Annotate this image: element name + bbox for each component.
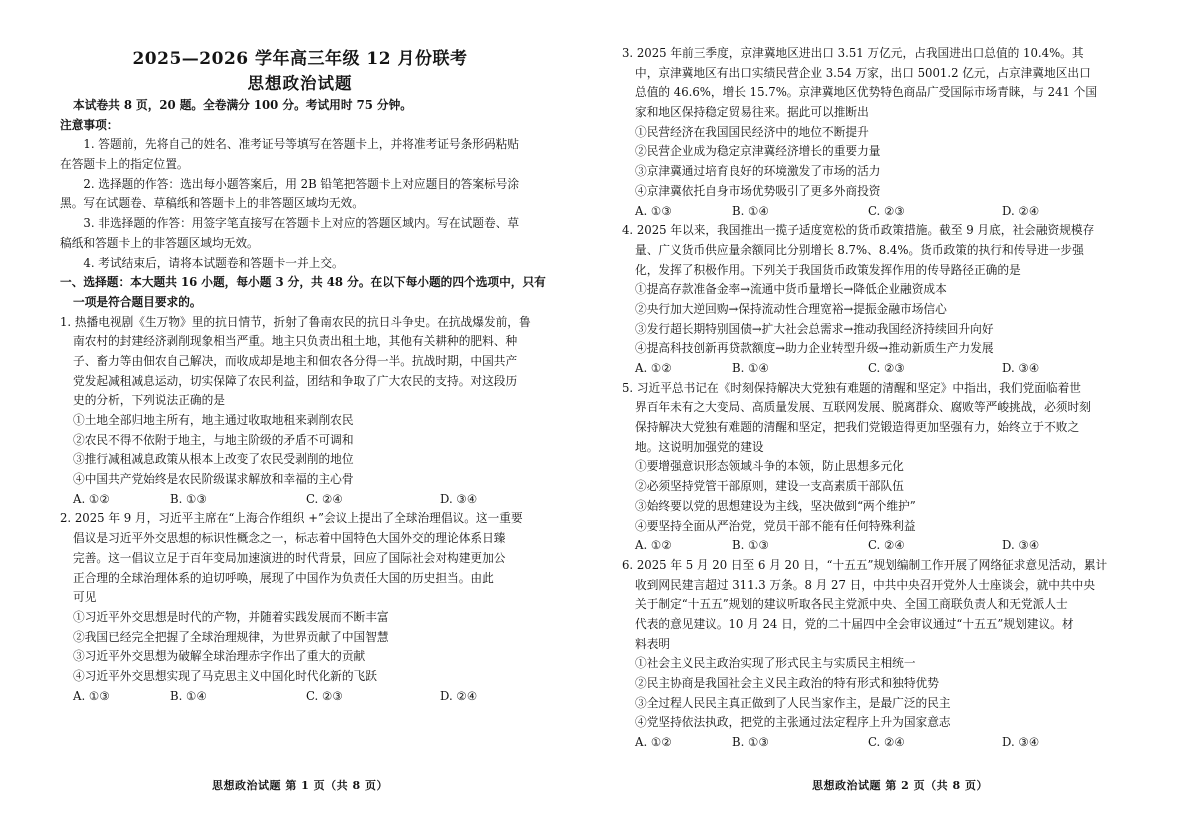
exam-page-2 xyxy=(600,0,1200,832)
statement-item: ④习近平外交思想实现了马克思主义中国化时代化新的飞跃 xyxy=(73,668,377,683)
option-a: A. ①③ xyxy=(635,203,672,218)
option-d: D. ③④ xyxy=(1002,538,1040,553)
option-c: C. ②④ xyxy=(868,735,905,750)
question-stem: 2. 2025 年 9 月，习近平主席在“上海合作组织 +”会议上提出了全球治理倡议。这一重要 xyxy=(60,511,523,526)
option-a: A. ①② xyxy=(635,538,672,553)
statement-item: ④京津冀依托自身市场优势吸引了更多外商投资 xyxy=(635,183,881,198)
statement-item: ①民营经济在我国国民经济中的地位不断提升 xyxy=(635,124,869,139)
statement-item: ②我国已经完全把握了全球治理规律，为世界贡献了中国智慧 xyxy=(73,629,389,644)
statement-item: ①土地全部归地主所有，地主通过收取地租来剥削农民 xyxy=(73,413,354,427)
option-c: C. ②③ xyxy=(306,688,343,703)
note-line: 在答题卡上的指定位置。 xyxy=(60,157,189,172)
question-stem: 4. 2025 年以来，我国推出一揽子适度宽松的货币政策措施。截至 9 月底，社会融资规模存 xyxy=(622,223,1095,238)
question-stem: 料表明 xyxy=(635,636,671,651)
statement-item: ②必须坚持党管干部原则，建设一支高素质干部队伍 xyxy=(635,479,904,494)
question-stem: 中，京津冀地区有出口实绩民营企业 3.54 万家，出口 5001.2 亿元，占京津冀地区出口 xyxy=(635,65,1091,80)
exam-title: 2025—2026 学年高三年级 12 月份联考 xyxy=(132,49,468,69)
note-line: 1. 答题前，先将自己的姓名、准考证号等填写在答题卡上，并将准考证号条形码粘贴 xyxy=(83,137,520,152)
question-stem: 1. 热播电视剧《生万物》里的抗日情节，折射了鲁南农民的抗日斗争史。在抗战爆发前，鲁 xyxy=(60,314,531,329)
question-stem: 可见 xyxy=(73,590,97,605)
note-line: 黑。写在试题卷、草稿纸和答题卡上的非答题区域均无效。 xyxy=(60,196,364,211)
option-b: B. ①④ xyxy=(170,688,207,703)
question-stem: 界百年未有之大变局、高质量发展、互联网发展、脱离群众、腐败等严峻挑战，必须时刻 xyxy=(635,400,1091,415)
note-line: 4. 考试结束后，请将本试题卷和答题卡一并上交。 xyxy=(83,255,344,270)
statement-item: ①要增强意识形态领域斗争的本领，防止思想多元化 xyxy=(635,459,904,474)
page-footer: 思想政治试题 第 1 页（共 8 页） xyxy=(212,779,388,792)
answer-options xyxy=(60,687,550,707)
question-stem: 正合理的全球治理体系的迫切呼唤，展现了中国作为负责任大国的历史担当。由此 xyxy=(73,570,494,585)
question-stem: 总值的 46.6%，增长 15.7%。京津冀地区优势特色商品广受国际市场青睐，与 241 个国 xyxy=(635,85,1098,100)
notes-heading: 注意事项： xyxy=(60,117,119,132)
question-stem: 南农村的封建经济剥削现象相当严重。地主只负责出租土地，其他有关耕种的肥料、种 xyxy=(73,334,518,349)
statement-item: ②央行加大逆回购→保持流动性合理宽裕→提振金融市场信心 xyxy=(635,301,947,316)
statement-item: ③始终要以党的思想建设为主线，坚决做到“两个维护” xyxy=(635,498,916,513)
option-a: A. ①③ xyxy=(73,688,110,703)
question-stem: 收到网民建言超过 311.3 万条。8 月 27 日，中共中央召开党外人士座谈会，就中共中央 xyxy=(635,577,1096,592)
option-c: C. ②③ xyxy=(868,203,905,218)
question-stem: 量、广义货币供应量余额同比分别增长 8.7%、8.4%。货币政策的执行和传导进一步强 xyxy=(635,242,1084,257)
answer-options xyxy=(622,202,1160,222)
question-stem: 5. 习近平总书记在《时刻保持解决大党独有难题的清醒和坚定》中指出，我们党面临着世 xyxy=(622,380,1081,395)
question-stem: 子、畜力等由佃农自己解决，而收成却是地主和佃农各分得一半。抗战时期，中国共产 xyxy=(73,353,518,368)
statement-item: ④中国共产党始终是农民阶级谋求解放和幸福的主心骨 xyxy=(73,472,354,487)
option-b: B. ①③ xyxy=(170,491,207,506)
question-stem: 关于制定“十五五”规划的建议听取各民主党派中央、全国工商联负责人和无党派人士 xyxy=(635,597,1068,612)
answer-options xyxy=(622,359,1160,379)
question-stem: 地。这说明加强党的建设 xyxy=(635,439,764,454)
exam-intro: 本试卷共 8 页，20 题。全卷满分 100 分。考试用时 75 分钟。 xyxy=(73,98,412,112)
question-stem: 保持解决大党独有难题的清醒和坚定，把我们党锻造得更加坚强有力，始终立于不败之 xyxy=(635,420,1080,435)
statement-item: ③发行超长期特别国债→扩大社会总需求→推动我国经济持续回升向好 xyxy=(635,321,994,336)
note-line: 2. 选择题的作答：选出每小题答案后，用 2B 铅笔把答题卡上对应题目的答案标号涂 xyxy=(83,176,520,191)
question-stem: 史的分析，下列说法正确的是 xyxy=(73,393,225,408)
question-4 xyxy=(622,221,1160,379)
option-d: D. ③④ xyxy=(440,491,478,506)
question-stem: 完善。这一倡议立足于百年变局加速演进的时代背景，回应了国际社会对构建更加公 xyxy=(73,550,506,565)
question-stem: 代表的意见建议。10 月 24 日，党的二十届四中全会审议通过“十五五”规划建议。材 xyxy=(635,616,1074,631)
page1-content xyxy=(60,96,550,706)
note-line: 稿纸和答题卡上的非答题区域均无效。 xyxy=(60,235,259,250)
answer-options xyxy=(622,733,1160,753)
option-d: D. ②④ xyxy=(440,688,478,703)
option-b: B. ①③ xyxy=(732,538,769,553)
question-5 xyxy=(622,379,1160,556)
question-stem: 党发起减租减息运动，切实保障了农民利益，团结和争取了广大农民的支持。对这段历 xyxy=(73,373,518,388)
statement-item: ②农民不得不依附于地主，与地主阶级的矛盾不可调和 xyxy=(73,432,354,447)
statement-item: ②民营企业成为稳定京津冀经济增长的重要力量 xyxy=(635,144,881,159)
option-d: D. ③④ xyxy=(1002,361,1040,375)
option-a: A. ①② xyxy=(635,361,672,375)
statement-item: ③全过程人民民主真正做到了人民当家作主，是最广泛的民主 xyxy=(635,695,951,710)
option-a: A. ①② xyxy=(635,735,672,750)
exam-subtitle: 思想政治试题 xyxy=(247,74,353,93)
statement-item: ④党坚持依法执政，把党的主张通过法定程序上升为国家意志 xyxy=(635,715,951,730)
option-c: C. ②③ xyxy=(868,361,905,375)
statement-item: ②民主协商是我国社会主义民主政治的特有形式和独特优势 xyxy=(635,676,939,690)
statement-item: ④提高科技创新再贷款额度→助力企业转型升级→推动新质生产力发展 xyxy=(635,341,994,356)
statement-item: ③推行减租减息政策从根本上改变了农民受剥削的地位 xyxy=(73,452,354,467)
question-2 xyxy=(60,509,550,706)
question-stem: 化，发挥了积极作用。下列关于我国货币政策发挥作用的传导路径正确的是 xyxy=(635,262,1021,277)
page-footer: 思想政治试题 第 2 页（共 8 页） xyxy=(812,779,988,792)
statement-item: ③习近平外交思想为破解全球治理赤字作出了重大的贡献 xyxy=(73,649,366,664)
question-3 xyxy=(622,44,1160,221)
answer-options xyxy=(622,536,1160,556)
section-heading: 一、选择题：本大题共 16 小题，每小题 3 分，共 48 分。在以下每小题的四个选项中，只有 xyxy=(60,275,546,290)
statement-item: ①习近平外交思想是时代的产物，并随着实践发展而不断丰富 xyxy=(73,609,389,624)
option-c: C. ②④ xyxy=(306,491,343,506)
question-1 xyxy=(60,313,550,510)
section-heading: 一项是符合题目要求的。 xyxy=(73,294,202,309)
statement-item: ①提高存款准备金率→流通中货币量增长→降低企业融资成本 xyxy=(635,282,947,297)
question-stem: 3. 2025 年前三季度，京津冀地区进出口 3.51 万亿元，占我国进出口总值的 10.4%。其 xyxy=(622,46,1084,60)
question-stem: 6. 2025 年 5 月 20 日至 6 月 20 日，“十五五”规划编制工作开展了网络征求意见活动，累计 xyxy=(622,557,1108,572)
statement-item: ①社会主义民主政治实现了形式民主与实质民主相统一 xyxy=(635,656,916,671)
option-b: B. ①④ xyxy=(732,203,769,218)
option-d: D. ③④ xyxy=(1002,735,1040,750)
page2-content xyxy=(622,44,1160,753)
option-b: B. ①③ xyxy=(732,735,769,750)
question-stem: 倡议是习近平外交思想的标识性概念之一，标志着中国特色大国外交的理论体系日臻 xyxy=(73,531,506,546)
option-d: D. ②④ xyxy=(1002,203,1040,218)
option-b: B. ①④ xyxy=(732,361,769,375)
note-line: 3. 非选择题的作答：用签字笔直接写在答题卡上对应的答题区域内。写在试题卷、草 xyxy=(83,216,520,231)
option-c: C. ②④ xyxy=(868,538,905,553)
option-a: A. ①② xyxy=(73,491,110,506)
statement-item: ④要坚持全面从严治党，党员干部不能有任何特殊利益 xyxy=(635,518,916,533)
statement-item: ③京津冀通过培育良好的环境激发了市场的活力 xyxy=(635,164,881,179)
question-6 xyxy=(622,556,1160,753)
question-stem: 家和地区保持稳定贸易往来。据此可以推断出 xyxy=(635,105,869,120)
answer-options xyxy=(60,490,550,510)
